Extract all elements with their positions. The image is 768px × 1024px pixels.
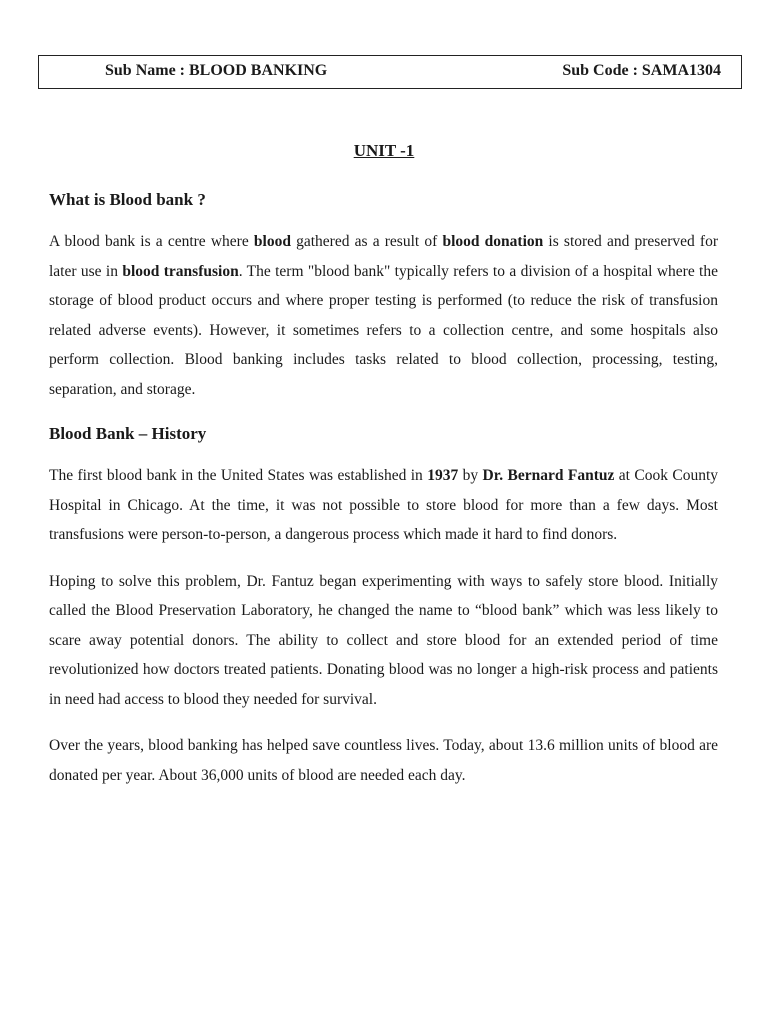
paragraph-definition: A blood bank is a centre where blood gathered as a result of blood donation is stored and preserved for later use in blood transfusion. The term "blood bank" typically refers to a division of a hospital where the storage of blood product occurs and where proper testing is performed (to reduce the risk of transfusion related adverse events). However, it sometimes refers to a collection centre, and some hospitals also perform collection. Blood banking includes tasks related to blood collection, processing, testing, separation, and storage. xyxy=(49,233,718,398)
section-heading-history: Blood Bank – History xyxy=(49,424,207,443)
subject-header xyxy=(38,55,742,89)
paragraph-history-1: The first blood bank in the United States was established in 1937 by Dr. Bernard Fantuz at Cook County Hospital in Chicago. At the time, it was not possible to store blood for more than a few days. Most transfusions were person-to-person, a dangerous process which made it hard to find donors. xyxy=(49,467,719,543)
unit-title: UNIT -1 xyxy=(353,141,415,160)
paragraph-history-2: Hoping to solve this problem, Dr. Fantuz began experimenting with ways to safely store blood. Initially called the Blood Preservation Laboratory, he changed the name to “blood bank” which was less likely to scare away potential donors. The ability to collect and store blood for an extended period of time revolutionized how doctors treated patients. Donating blood was no longer a high-risk process and patients in need had access to blood they needed for survival. xyxy=(49,572,718,708)
section-heading-what-is-blood-bank: What is Blood bank ? xyxy=(49,190,206,209)
subject-code: Sub Code : SAMA1304 xyxy=(562,62,721,79)
paragraph-history-3: Over the years, blood banking has helped save countless lives. Today, about 13.6 million units of blood are donated per year. About 36,000 units of blood are needed each day. xyxy=(49,737,718,784)
document-body xyxy=(49,188,718,790)
subject-name: Sub Name : BLOOD BANKING xyxy=(105,62,328,79)
